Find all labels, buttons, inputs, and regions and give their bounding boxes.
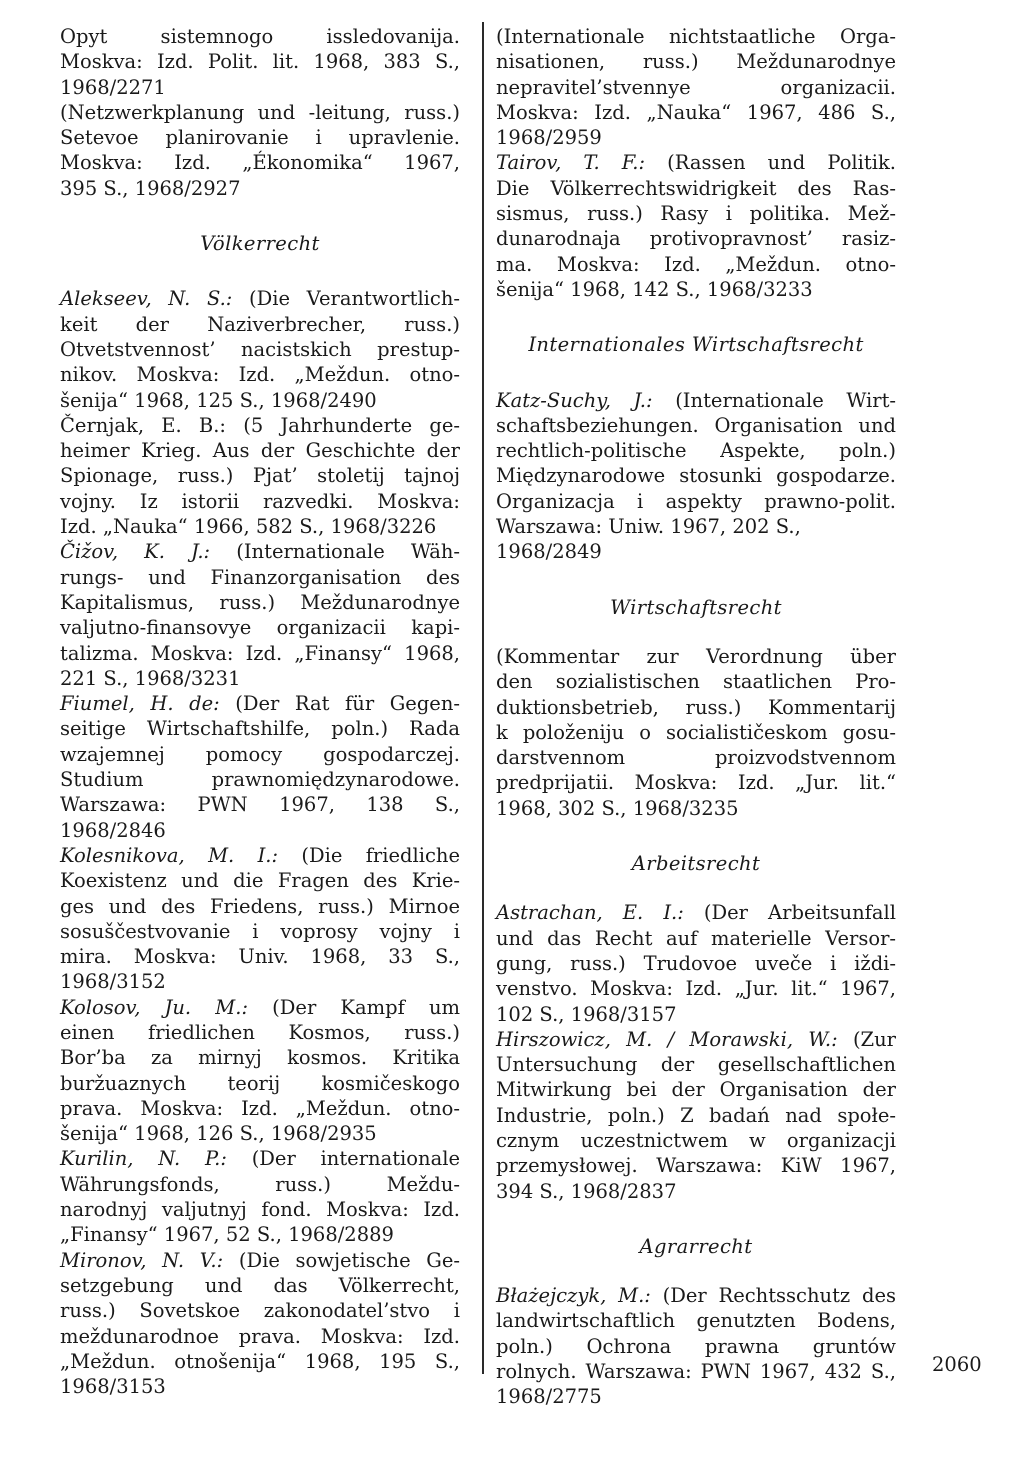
entry-line: šenija“ 1968, 142 S., 1968/3233	[496, 277, 813, 301]
bibliography-entry	[496, 150, 896, 302]
entry-line: k položeniju o socialističeskom gosu-	[496, 720, 896, 744]
entry-line: Bor’ba za mirnyj kosmos. Kritika	[60, 1046, 460, 1070]
entry-line: buržuaznych teorij kosmičeskogo	[60, 1071, 460, 1095]
entry-line: nikov. Moskva: Izd. „Meždun. otno-	[60, 363, 460, 387]
entry-line: dunarodnaja protivopravnost’ rasiz-	[496, 227, 896, 251]
entry-line: sismus, russ.) Rasy i politika. Mež-	[496, 202, 896, 226]
entry-line: cznym uczestnictwem w organizacji	[496, 1128, 896, 1152]
entry-line: rechtlich-politische Aspekte, poln.)	[496, 439, 896, 463]
bibliography-entry	[60, 413, 460, 539]
entry-line: seitige Wirtschaftshilfe, poln.) Rada	[60, 717, 460, 741]
entry-line: heimer Krieg. Aus der Geschichte der	[60, 439, 460, 463]
bibliography-entry	[496, 1027, 896, 1204]
bibliography-entry	[60, 24, 460, 100]
entry-line	[60, 286, 460, 311]
entry-author: Katz-Suchy, J.:	[496, 388, 653, 412]
section-heading-voelkerrecht: Völkerrecht	[200, 232, 320, 256]
entry-line: Černjak, E. B.: (5 Jahrhunderte ge-	[60, 413, 460, 437]
entry-line	[496, 388, 896, 413]
bibliography-entry	[60, 691, 460, 843]
entry-line: und das Recht auf materielle Versor-	[496, 926, 896, 950]
entry-text: (Die Verantwortlich-	[249, 287, 460, 311]
entry-text: (Der Kampf um	[272, 995, 460, 1019]
section-heading-agrarrecht: Agrarrecht	[639, 1234, 753, 1258]
bibliography-entry	[60, 539, 460, 691]
entry-line: Warszawa: PWN 1967, 138 S.,	[60, 793, 460, 817]
entry-line: Otvetstvennost’ nacistskich prestup-	[60, 337, 460, 361]
entry-line: „Meždun. otnošenija“ 1968, 195 S.,	[60, 1349, 460, 1373]
entry-line: 1968/2271	[60, 75, 166, 99]
entry-author: Tairov, T. F.:	[496, 151, 646, 175]
entry-line: 221 S., 1968/3231	[60, 666, 241, 690]
entry-line	[60, 691, 460, 716]
entry-line: Warszawa: Uniw. 1967, 202 S.,	[496, 515, 801, 539]
entry-text: (Der Arbeitsunfall	[703, 901, 896, 925]
entry-author: Astrachan, E. I.:	[496, 901, 684, 925]
entry-author: Kurilin, N. P.:	[60, 1147, 227, 1171]
entry-text: (Der Rechtsschutz des	[662, 1284, 897, 1308]
entry-line: (Kommentar zur Verordnung über	[496, 644, 896, 668]
entry-line: Industrie, poln.) Z badań nad społe-	[496, 1103, 896, 1127]
entry-line: einen friedlichen Kosmos, russ.)	[60, 1020, 460, 1044]
entry-author: Kolosov, Ju. M.:	[60, 995, 249, 1019]
entry-line: wzajemnej pomocy gospodarczej.	[60, 742, 460, 766]
entry-line: (Internationale nichtstaatliche Orga-	[496, 25, 896, 48]
entry-line: Opyt sistemnogo issledovanija.	[60, 25, 460, 48]
entry-line: Setevoe planirovanie i upravlenie.	[60, 126, 460, 150]
entry-line: Koexistenz und die Fragen des Krie-	[60, 869, 460, 893]
entry-line: Mitwirkung bei der Organisation der	[496, 1078, 896, 1102]
entry-line: 1968/3153	[60, 1375, 166, 1399]
entry-line: Spionage, russ.) Pjat’ stoletij tajnoj	[60, 464, 460, 488]
entry-text: (Der Rat für Gegen-	[235, 692, 460, 716]
entry-line: poln.) Ochrona prawna gruntów	[496, 1334, 896, 1358]
entry-line: gung, russ.) Trudovoe uveče i iždi-	[496, 951, 896, 975]
entry-line: 102 S., 1968/3157	[496, 1002, 677, 1026]
entry-author: Hirszowicz, M. / Morawski, W.:	[496, 1027, 838, 1051]
entry-line: landwirtschaftlich genutzten Bodens,	[496, 1309, 896, 1333]
entry-line: russ.) Sovetskoe zakonodatel’stvo i	[60, 1299, 460, 1323]
entry-line: przemysłowej. Warszawa: KiW 1967,	[496, 1154, 896, 1178]
entry-line: schaftsbeziehungen. Organisation und	[496, 413, 896, 437]
entry-author: Kolesnikova, M. I.:	[60, 843, 279, 867]
bibliography-entry	[60, 843, 460, 995]
entry-line: šenija“ 1968, 125 S., 1968/2490	[60, 388, 377, 412]
entry-line: 1968/2846	[60, 818, 166, 842]
entry-line	[60, 995, 460, 1020]
entry-line	[496, 1283, 896, 1308]
section-heading-arbeitsrecht: Arbeitsrecht	[631, 852, 761, 876]
entry-line: prava. Moskva: Izd. „Meždun. otno-	[60, 1096, 460, 1120]
entry-line	[496, 1027, 896, 1052]
page-number: 2060	[932, 1353, 982, 1376]
entry-line: šenija“ 1968, 126 S., 1968/2935	[60, 1122, 377, 1146]
entry-line: (Netzwerkplanung und -leitung, russ.)	[60, 100, 460, 124]
section-heading-intwirtschaftsrecht: Internationales Wirtschaftsrecht	[528, 333, 864, 357]
bibliography-entry	[60, 100, 460, 201]
section-heading-wirtschaftsrecht: Wirtschaftsrecht	[610, 595, 782, 619]
entry-line: darstvennom proizvodstvennom	[496, 746, 896, 770]
entry-line: 1968/2775	[496, 1385, 602, 1409]
entry-line: predprijatii. Moskva: Izd. „Jur. lit.“	[496, 771, 896, 795]
bibliography-entry	[496, 388, 896, 565]
entry-text: (Zur	[852, 1027, 896, 1051]
left-column	[60, 24, 460, 1399]
entry-line: keit der Naziverbrecher, russ.)	[60, 312, 460, 336]
entry-line: setzgebung und das Völkerrecht,	[60, 1273, 460, 1297]
entry-line: Organizacja i aspekty prawno-polit.	[496, 489, 896, 513]
entry-line	[496, 900, 896, 925]
entry-line: 1968, 302 S., 1968/3235	[496, 796, 739, 820]
entry-line: Moskva: Izd. „Ékonomika“ 1967,	[60, 151, 460, 175]
entry-line: 1968/2849	[496, 540, 602, 564]
entry-line: 1968/3152	[60, 970, 166, 994]
entry-line: Moskva: Izd. Polit. lit. 1968, 383 S.,	[60, 50, 460, 74]
bibliography-entry	[496, 900, 896, 1026]
entry-line: Untersuchung der gesellschaftlichen	[496, 1053, 896, 1077]
entry-text: (Internationale Wäh-	[236, 540, 460, 564]
entry-author: Błażejczyk, M.:	[496, 1284, 651, 1308]
entry-line: Izd. „Nauka“ 1966, 582 S., 1968/3226	[60, 515, 437, 539]
entry-line: duktionsbetrieb, russ.) Kommentarij	[496, 695, 896, 719]
entry-line: ges und des Friedens, russ.) Mirnoe	[60, 894, 460, 918]
bibliography-entry	[60, 1248, 460, 1400]
right-column	[496, 24, 896, 1410]
entry-line: venstvo. Moskva: Izd. „Jur. lit.“ 1967,	[496, 977, 896, 1001]
bibliography-entry	[496, 644, 896, 821]
entry-line: Studium prawnomiędzynarodowe.	[60, 768, 460, 792]
entry-line: 1968/2959	[496, 126, 602, 150]
entry-line: Währungsfonds, russ.) Meždu-	[60, 1172, 460, 1196]
entry-line: vojny. Iz istorii razvedki. Moskva:	[60, 489, 460, 513]
entry-line: „Finansy“ 1967, 52 S., 1968/2889	[60, 1223, 394, 1247]
entry-author: Mironov, N. V.:	[60, 1248, 224, 1272]
entry-line: Moskva: Izd. „Nauka“ 1967, 486 S.,	[496, 100, 896, 124]
entry-line: valjutno-finansovye organizacii kapi-	[60, 616, 460, 640]
entry-line	[60, 539, 460, 564]
bibliography-entry	[60, 286, 460, 412]
bibliography-entry	[496, 24, 896, 150]
entry-line: nepravitel’stvennye organizacii.	[496, 75, 896, 99]
entry-line: meždunarodnoe prava. Moskva: Izd.	[60, 1324, 460, 1348]
entry-line	[60, 1248, 460, 1273]
entry-line: rolnych. Warszawa: PWN 1967, 432 S.,	[496, 1360, 896, 1384]
entry-text: (Die sowjetische Ge-	[238, 1248, 461, 1272]
entry-line: talizma. Moskva: Izd. „Finansy“ 1968,	[60, 641, 460, 665]
entry-line: narodnyj valjutnyj fond. Moskva: Izd.	[60, 1198, 460, 1222]
entry-line: den sozialistischen staatlichen Pro-	[496, 670, 896, 694]
entry-line: Międzynarodowe stosunki gospodarze.	[496, 464, 896, 488]
bibliography-entry	[60, 1146, 460, 1247]
entry-text: (Internationale Wirt-	[675, 388, 897, 412]
bibliography-entry	[60, 995, 460, 1147]
entry-line: Die Völkerrechtswidrigkeit des Ras-	[496, 176, 896, 200]
entry-line: nisationen, russ.) Meždunarodnye	[496, 50, 896, 74]
entry-text: (Rassen und Politik.	[667, 151, 896, 175]
entry-line	[60, 1146, 460, 1171]
entry-text: (Der internationale	[251, 1147, 460, 1171]
entry-line: mira. Moskva: Univ. 1968, 33 S.,	[60, 945, 460, 969]
entry-line: sosuščestvovanie i voprosy vojny i	[60, 919, 460, 943]
bibliography-entry	[496, 1283, 896, 1409]
entry-author: Čižov, K. J.:	[60, 540, 211, 564]
entry-line: 395 S., 1968/2927	[60, 176, 241, 200]
entry-line	[496, 150, 896, 175]
entry-line: 394 S., 1968/2837	[496, 1179, 677, 1203]
entry-text: (Die friedliche	[301, 843, 461, 867]
entry-line: rungs- und Finanzorganisation des	[60, 565, 460, 589]
column-divider	[482, 22, 484, 1374]
entry-line	[60, 843, 460, 868]
entry-author: Alekseev, N. S.:	[60, 287, 233, 311]
entry-author: Fiumel, H. de:	[60, 692, 220, 716]
entry-line: ma. Moskva: Izd. „Meždun. otno-	[496, 252, 896, 276]
entry-line: Kapitalismus, russ.) Meždunarodnye	[60, 590, 460, 614]
